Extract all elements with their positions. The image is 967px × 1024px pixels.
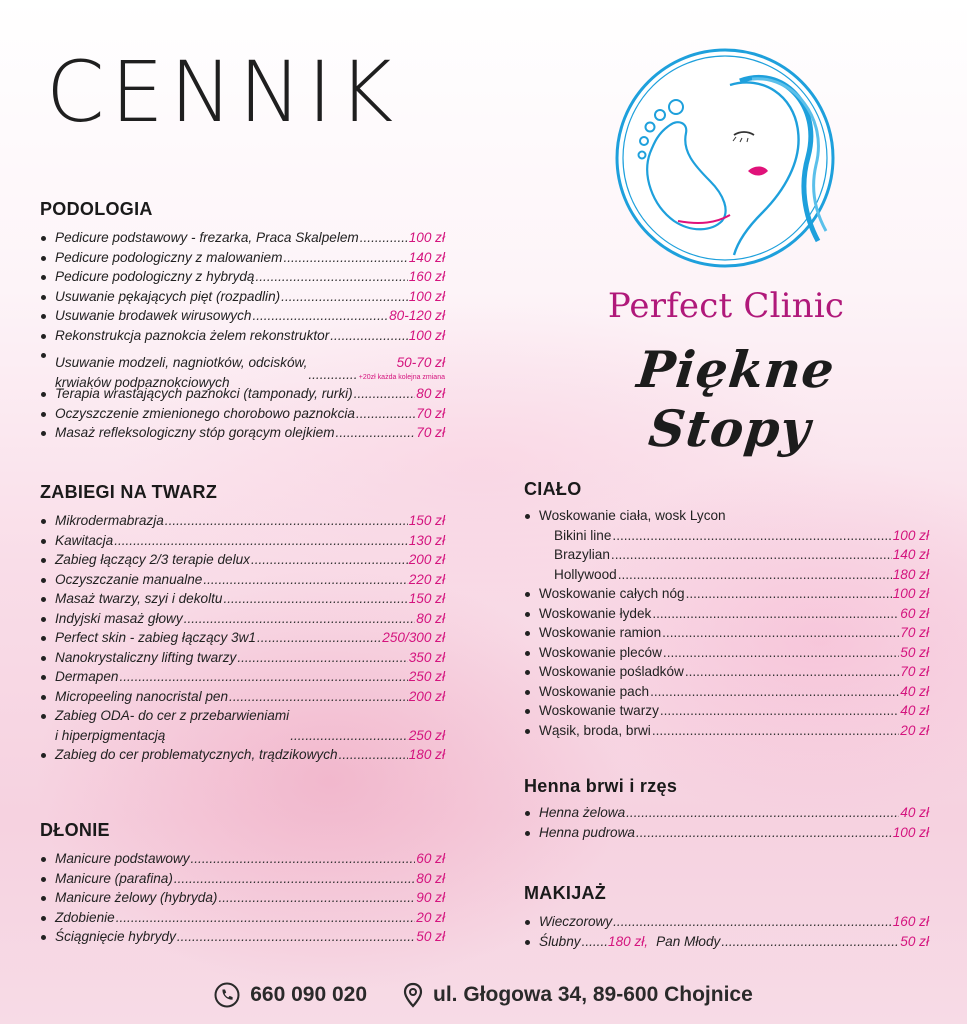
price-item: Ściągnięcie hybrydy ..... 50 zł [40,927,445,947]
section-twarz-title: ZABIEGI NA TWARZ [40,482,218,502]
price-item: Perfect skin - zabieg łączący 3w1 ..... 250/300 zł [40,628,445,648]
price-item: Nanokrystaliczny lifting twarzy ..... 350 zł [40,648,445,668]
price-subitem: Hollywood ..... 180 zł [524,565,929,585]
price-item: Kawitacja ..... 130 zł [40,531,445,551]
price-item: Woskowanie całych nóg ..... 100 zł [524,584,929,604]
price-item: Zabieg łączący 2/3 terapie delux ..... 200 zł [40,550,445,570]
price-item: Pedicure podologiczny z hybrydą ..... 160 zł [40,267,445,287]
price-item: Indyjski masaż głowy ..... 80 zł [40,609,445,629]
price-item: Woskowanie pach ..... 40 zł [524,682,929,702]
price-item: Masaż twarzy, szyi i dekoltu ..... 150 zł [40,589,445,609]
price-item: Henna żelowa ..... 40 zł [524,803,929,823]
price-item: Woskowanie twarzy ..... 40 zł [524,701,929,721]
section-makijaz-title: MAKIJAŻ [524,883,607,903]
price-note: +20zł każda kolejna zmiana [358,373,445,381]
brand-tagline: Piękne Stopy [634,340,838,458]
phone-number: 660 090 020 [250,983,368,1006]
price-item: Terapia wrastających paznokci (tamponady, rurki) ..... 80 zł [40,384,445,404]
dlonie-list [40,849,445,947]
price-item: Dermapen ..... 250 zł [40,667,445,687]
price-item: Usuwanie pękających pięt (rozpadlin) ..... 100 zł [40,287,445,307]
price-item: Pedicure podologiczny z malowaniem ..... 140 zł [40,248,445,268]
price-item: Wąsik, broda, brwi ..... 20 zł [524,721,929,741]
price-subitem: Bikini line ..... 100 zł [524,526,929,546]
price-item: Zabieg ODA- do cer z przebarwieniami i hiperpigmentacją ..... 250 zł [40,706,445,745]
price-item: Manicure żelowy (hybryda) ..... 90 zł [40,888,445,908]
section-podologia-title: PODOLOGIA [40,199,153,219]
section-henna-title: Henna brwi i rzęs [524,776,678,796]
price-item: Manicure (parafina) ..... 80 zł [40,869,445,889]
footer-phone[interactable] [214,982,367,1008]
price-item: Masaż refleksologiczny stóp gorącym olejkiem ..... 70 zł [40,423,445,443]
price-item: Pedicure podstawowy - frezarka, Praca Skalpelem ..... 100 zł [40,228,445,248]
twarz-list [40,511,445,765]
price-item: Usuwanie modzeli, nagniotków, odcisków, krwiaków podpaznokciowych ..... 50-70 zł +20zł każda kolejna zmiana [40,345,445,384]
henna-list [524,803,929,842]
brand-name: Perfect Clinic [607,286,845,326]
price-item: Woskowanie pośladków ..... 70 zł [524,662,929,682]
location-pin-icon [403,982,423,1008]
section-dlonie-title: DŁONIE [40,820,110,840]
price-item: Woskowanie ciała, wosk Lycon [524,506,929,526]
price-item: Rekonstrukcja paznokcia żelem rekonstruktor ..... 100 zł [40,326,445,346]
footer-contact [0,982,967,1008]
price-subitem: Brazylian ..... 140 zł [524,545,929,565]
price-item: Woskowanie ramion ..... 70 zł [524,623,929,643]
price-item: Woskowanie łydek ..... 60 zł [524,604,929,624]
price-item: Oczyszczanie manualne ..... 220 zł [40,570,445,590]
price-item: Ślubny ..... 180 zł, Pan Młody ..... 50 zł [524,932,929,952]
price-item: Mikrodermabrazja ..... 150 zł [40,511,445,531]
price-item: Henna pudrowa ..... 100 zł [524,823,929,843]
price-item: Usuwanie brodawek wirusowych ..... 80-120 zł [40,306,445,326]
cialo-list [524,506,929,740]
clinic-logo [612,45,838,271]
podologia-list [40,228,445,443]
price-item: Zdobienie ..... 20 zł [40,908,445,928]
makijaz-list [524,912,929,951]
address-text: ul. Głogowa 34, 89-600 Chojnice [433,983,753,1006]
price-item: Woskowanie pleców ..... 50 zł [524,643,929,663]
price-item: Wieczorowy ..... 160 zł [524,912,929,932]
price-item: Micropeeling nanocristal pen ..... 200 zł [40,687,445,707]
section-cialo-title: CIAŁO [524,479,582,499]
price-item: Zabieg do cer problematycznych, trądzikowych ..... 180 zł [40,745,445,765]
phone-icon [214,982,240,1008]
price-item: Manicure podstawowy ..... 60 zł [40,849,445,869]
price-item: Oczyszczenie zmienionego chorobowo paznokcia ..... 70 zł [40,404,445,424]
page-title: CENNIK [46,43,400,141]
footer-address[interactable] [403,982,753,1008]
